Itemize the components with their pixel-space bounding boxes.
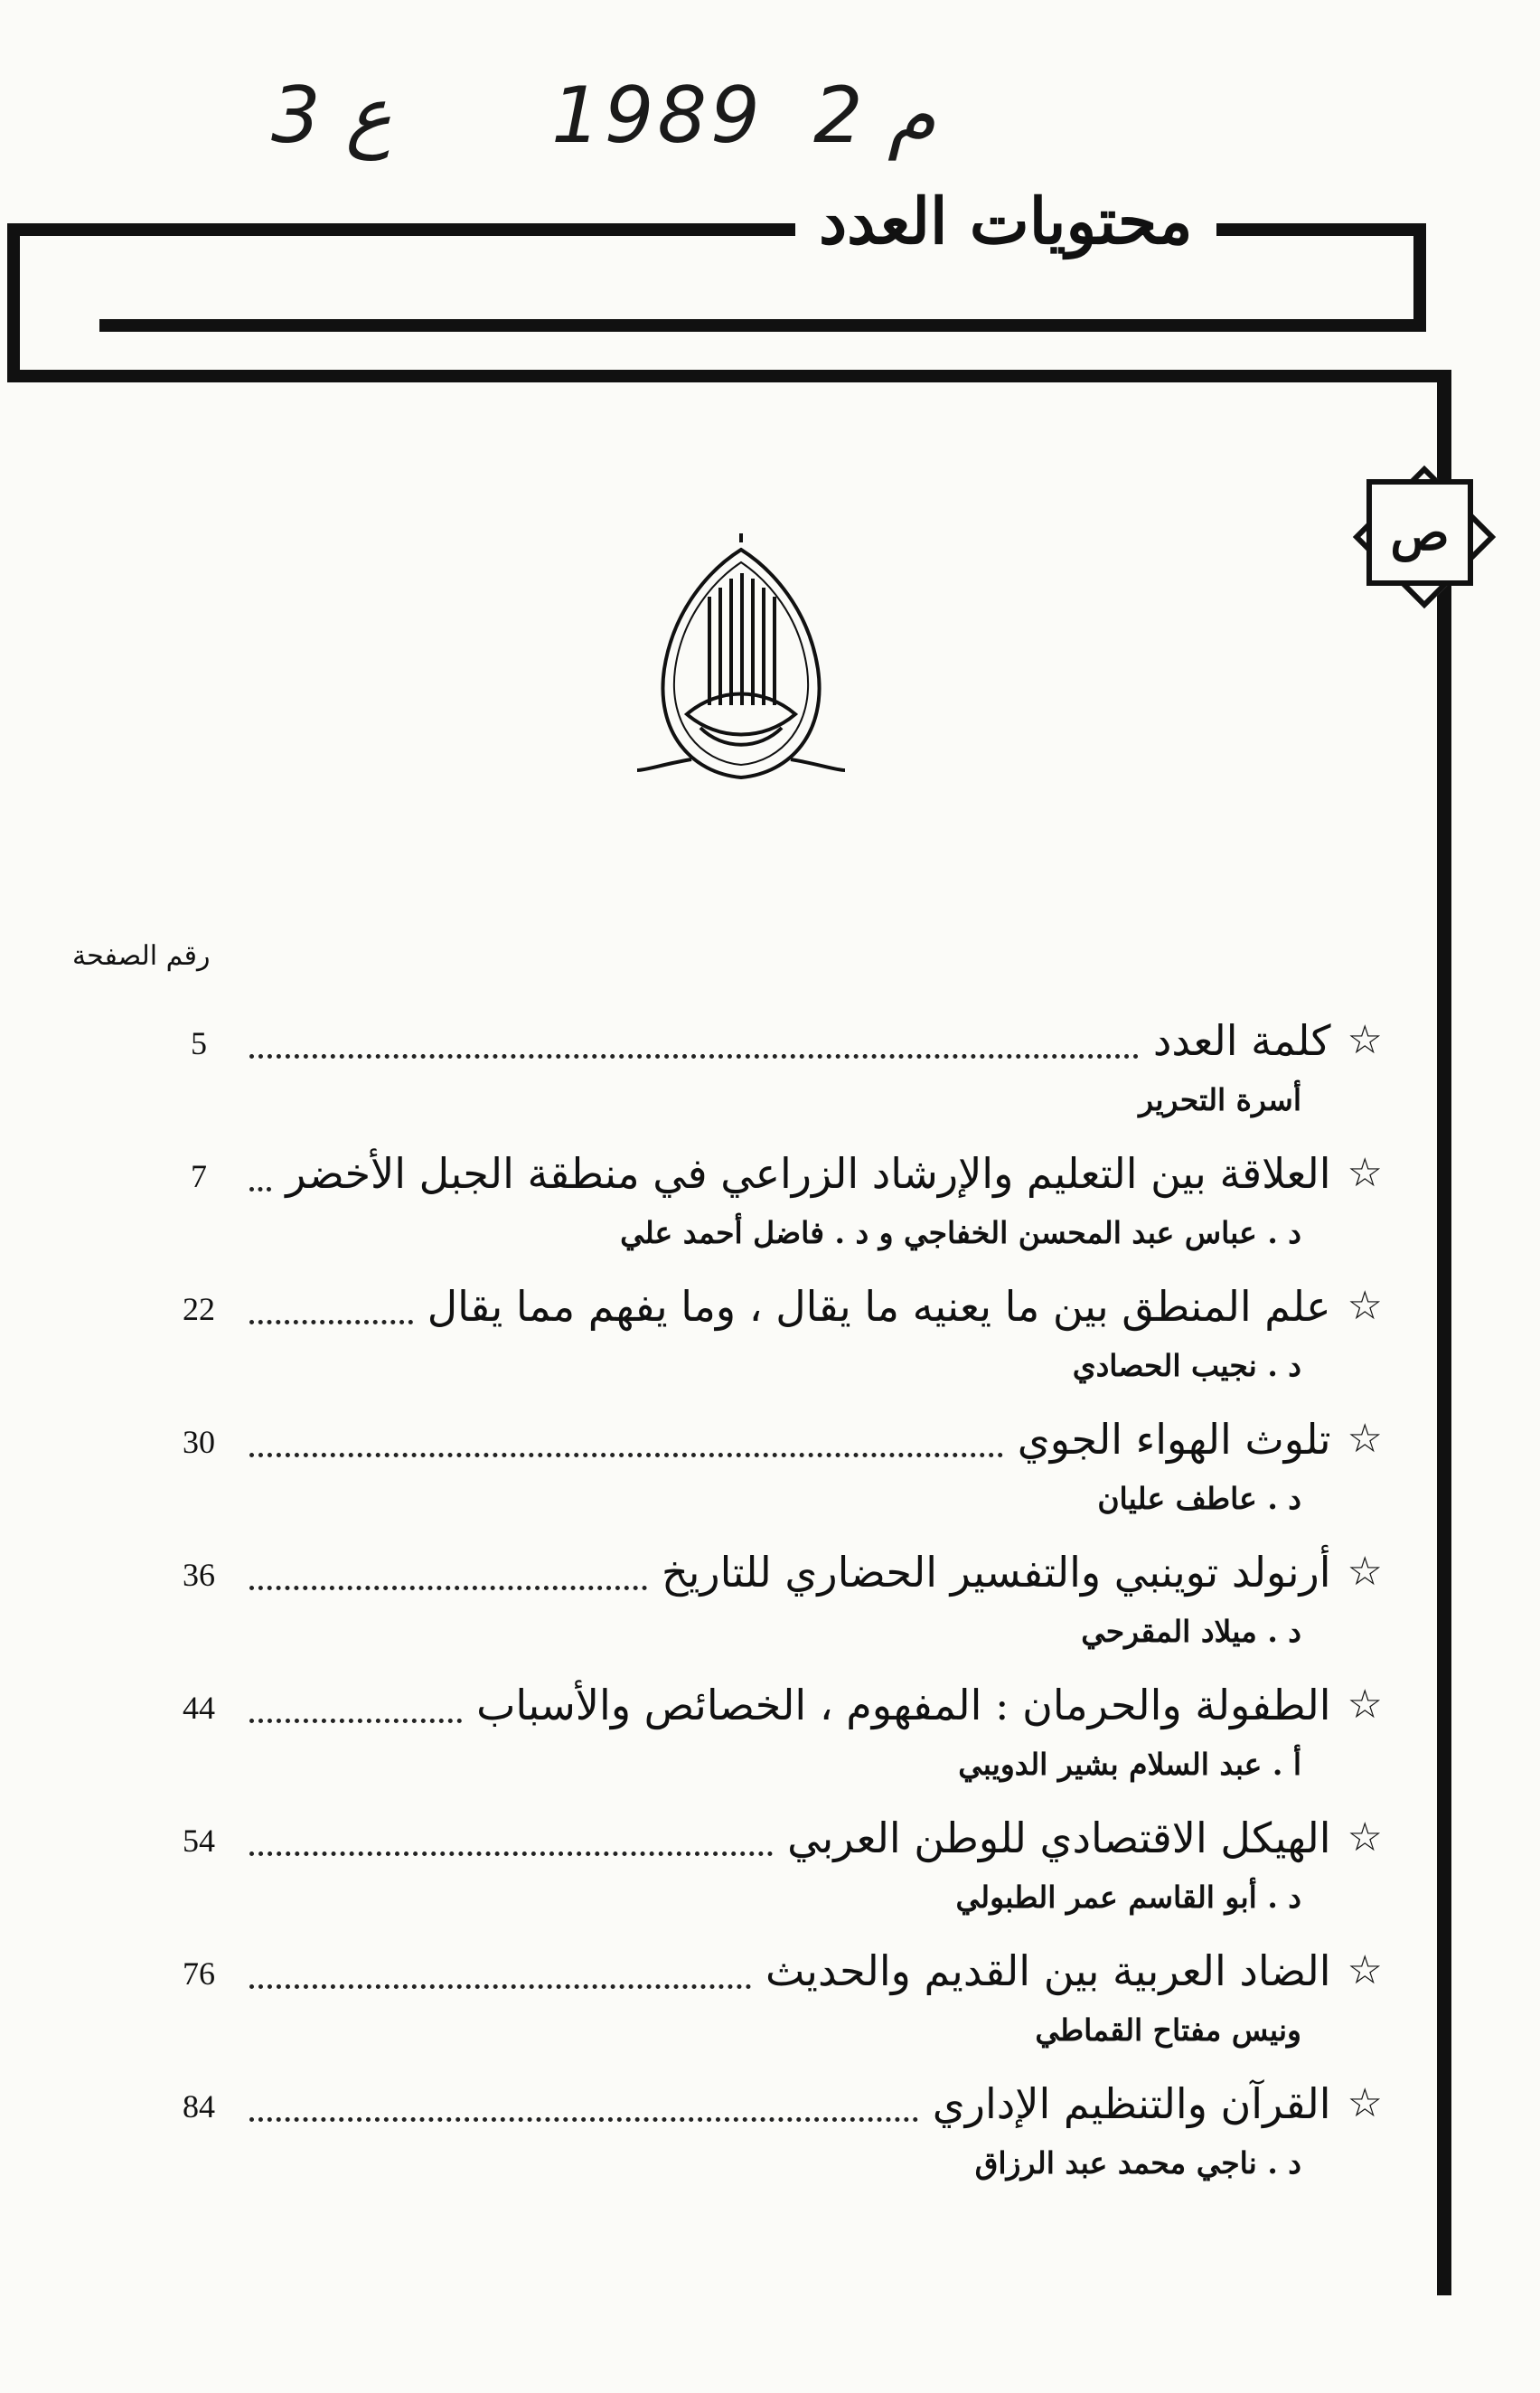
entry-author: د . نجيب الحصادي xyxy=(1072,1348,1301,1383)
entry-line xyxy=(235,2071,1383,2136)
page-number-column-header: رقم الصفحة xyxy=(72,940,211,972)
entry-line xyxy=(235,1540,1383,1605)
toc-entry[interactable] xyxy=(136,1407,1383,1540)
toc-entry[interactable] xyxy=(136,1938,1383,2071)
page-number: 22 xyxy=(183,1291,215,1327)
entry-line xyxy=(235,1938,1383,2003)
handwritten-part-3: 2 م xyxy=(813,71,936,161)
emblem-square xyxy=(1366,479,1473,586)
frame-bottom-line xyxy=(7,370,1451,382)
entry-author: د . عاطف عليان xyxy=(1097,1481,1301,1516)
entry-title: الهيكل الاقتصادي للوطن العربي xyxy=(787,1814,1331,1862)
page-number: 54 xyxy=(183,1823,215,1859)
frame-right-line xyxy=(1413,223,1426,321)
star-icon: ☆ xyxy=(1347,1549,1383,1595)
page-number: 36 xyxy=(183,1557,215,1593)
entry-line xyxy=(235,1008,1383,1073)
entry-title: العلاقة بين التعليم والإرشاد الزراعي في منطقة الجبل الأخضر xyxy=(286,1149,1331,1198)
toc-entry[interactable] xyxy=(136,1274,1383,1407)
toc-entry[interactable] xyxy=(136,1805,1383,1938)
toc-entry[interactable] xyxy=(136,1672,1383,1805)
entry-line xyxy=(235,1274,1383,1339)
entry-line xyxy=(235,1141,1383,1206)
entry-author: د . ناجي محمد عبد الرزاق xyxy=(974,2145,1301,2181)
dot-leader xyxy=(249,1984,751,1989)
toc-entry[interactable] xyxy=(136,2071,1383,2204)
frame-inner-line xyxy=(99,319,1426,332)
entry-line xyxy=(235,1672,1383,1738)
page-number: 30 xyxy=(183,1424,215,1460)
dot-leader xyxy=(249,1453,1003,1457)
star-icon: ☆ xyxy=(1347,1682,1383,1728)
journal-emblem xyxy=(1348,461,1491,604)
dot-leader xyxy=(249,1054,1139,1059)
dot-leader xyxy=(249,1586,647,1590)
toc-entry[interactable] xyxy=(136,1540,1383,1672)
handwritten-part-1: 3 ع xyxy=(271,71,392,161)
entry-author: د . عباس عبد المحسن الخفاجي و د . فاضل أحمد علي xyxy=(620,1215,1301,1250)
dot-leader xyxy=(249,1719,462,1723)
page-number: 5 xyxy=(191,1025,207,1061)
entry-author: أ . عبد السلام بشير الدويبي xyxy=(958,1747,1301,1782)
entry-author: أسرة التحرير xyxy=(1139,1082,1301,1117)
page-title: محتويات العدد xyxy=(795,172,1216,271)
table-of-contents xyxy=(136,1008,1383,2204)
entry-title: الضاد العربية بين القديم والحديث xyxy=(765,1946,1331,1995)
page-number: 7 xyxy=(191,1158,207,1194)
entry-author: ونيس مفتاح القماطي xyxy=(1035,2012,1301,2048)
calligraphy-seal xyxy=(637,533,845,796)
handwritten-note xyxy=(271,71,958,161)
page-number: 44 xyxy=(183,1690,215,1726)
entry-line xyxy=(235,1407,1383,1472)
entry-title: كلمة العدد xyxy=(1152,1016,1331,1065)
star-icon: ☆ xyxy=(1347,1416,1383,1462)
star-icon: ☆ xyxy=(1347,1283,1383,1329)
entry-title: القرآن والتنظيم الإداري xyxy=(932,2079,1331,2128)
dot-leader xyxy=(249,1187,271,1192)
entry-line xyxy=(235,1805,1383,1870)
star-icon: ☆ xyxy=(1347,1947,1383,1993)
entry-title: علم المنطق بين ما يعنيه ما يقال ، وما يفهم مما يقال xyxy=(427,1282,1331,1331)
dot-leader xyxy=(249,1320,413,1324)
entry-title: تلوث الهواء الجوي xyxy=(1017,1415,1331,1464)
handwritten-part-2: 1989 xyxy=(551,71,764,161)
dot-leader xyxy=(249,2117,918,2122)
star-icon: ☆ xyxy=(1347,1150,1383,1196)
emblem-symbol: ص xyxy=(1390,504,1450,561)
star-icon: ☆ xyxy=(1347,2080,1383,2126)
star-icon: ☆ xyxy=(1347,1814,1383,1861)
star-icon: ☆ xyxy=(1347,1017,1383,1063)
entry-author: د . أبو القاسم عمر الطبولي xyxy=(955,1880,1301,1915)
entry-title: الطفولة والحرمان : المفهوم ، الخصائص والأسباب xyxy=(476,1681,1331,1729)
toc-entry[interactable] xyxy=(136,1008,1383,1141)
entry-author: د . ميلاد المقرحي xyxy=(1081,1614,1301,1649)
page-number: 84 xyxy=(183,2088,215,2124)
frame-vertical-line xyxy=(1437,370,1451,2295)
dot-leader xyxy=(249,1851,773,1856)
entry-title: أرنولد توينبي والتفسير الحضاري للتاريخ xyxy=(661,1548,1331,1597)
toc-entry[interactable] xyxy=(136,1141,1383,1274)
page-number: 76 xyxy=(183,1955,215,1992)
frame-left-line xyxy=(7,223,20,382)
